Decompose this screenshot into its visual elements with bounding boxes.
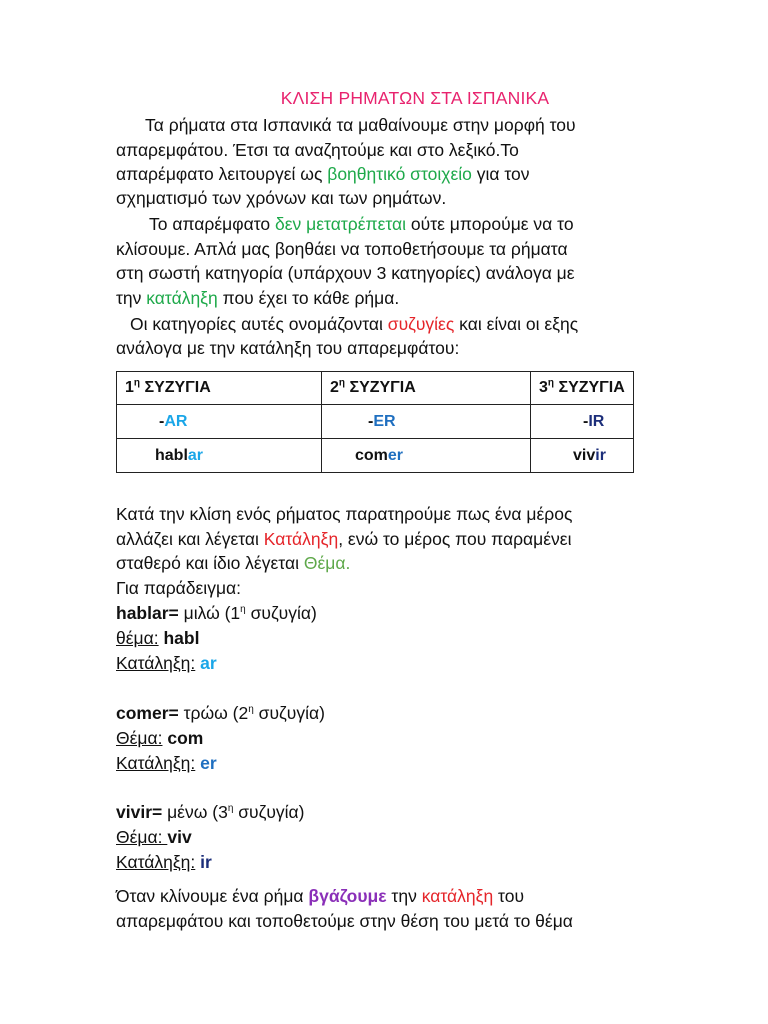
- para2-line4: [116, 286, 399, 311]
- header-num: 3: [539, 379, 548, 396]
- para2-line4-a: την: [116, 288, 147, 308]
- verb-stem: habl: [155, 446, 188, 464]
- para4-line2-c: , ενώ το μέρος που παραμένει: [338, 529, 572, 549]
- example-verb: hablar=: [116, 603, 179, 623]
- para4-line2: [116, 527, 571, 552]
- conjugation-table: [116, 371, 634, 473]
- para4-line3-a: σταθερό και ίδιο λέγεται: [116, 553, 304, 573]
- para1-line3-c: για τον: [471, 164, 530, 184]
- ending-label: Κατάληξη:: [116, 753, 196, 773]
- example-verb: vivir=: [116, 802, 163, 822]
- para3-line1-c: και είναι οι εξης: [454, 314, 579, 334]
- highlight-ending-word: κατάληξη: [421, 886, 494, 906]
- para5-line1: [116, 884, 524, 909]
- para1-line3: [116, 162, 530, 187]
- example-ending-line: [116, 651, 217, 676]
- para1-line4: σχηματισμό των χρόνων και των ρημάτων.: [116, 188, 447, 208]
- example-meaning-end: συζυγία): [253, 703, 325, 723]
- header-label: ΣΥΖΥΓΙΑ: [140, 379, 211, 396]
- para2-line1-a: Το απαρέμφατο: [149, 214, 275, 234]
- para2-line3: στη σωστή κατηγορία (υπάρχουν 3 κατηγορίες) ανάλογα με: [116, 263, 575, 283]
- highlight-conjugations: συζυγίες: [387, 314, 455, 334]
- header-label: ΣΥΖΥΓΙΑ: [554, 379, 625, 396]
- verb-ending: ir: [595, 446, 606, 464]
- verb-ending: er: [387, 446, 404, 464]
- highlight-ending: κατάληξη: [146, 288, 218, 308]
- table-row-endings: [117, 405, 634, 439]
- para2-line4-c: που έχει το κάθε ρήμα.: [217, 288, 400, 308]
- example-verb: comer=: [116, 703, 179, 723]
- example-meaning: μένω (3: [162, 802, 228, 822]
- table-header-cell: [531, 372, 634, 405]
- example-verb-line: [116, 701, 325, 726]
- example-sup: η: [227, 803, 234, 815]
- para4-line2-a: αλλάζει και λέγεται: [116, 529, 264, 549]
- para3-line1: [130, 312, 578, 337]
- table-cell: [531, 405, 634, 439]
- example-verb-line: [116, 601, 317, 626]
- highlight-remove: βγάζουμε: [308, 886, 387, 906]
- ending-ar: AR: [164, 412, 188, 430]
- stem-value: habl: [158, 628, 200, 648]
- ending-label: Κατάληξη:: [116, 653, 196, 673]
- para5-line1-a: Όταν κλίνουμε ένα ρήμα: [116, 886, 309, 906]
- para1-line2: απαρεμφάτου. Έτσι τα αναζητούμε και στο λεξικό.Το: [116, 140, 519, 160]
- header-sup: η: [338, 377, 346, 389]
- header-label: ΣΥΖΥΓΙΑ: [345, 379, 416, 396]
- para5-line1-e: του: [493, 886, 525, 906]
- verb-stem: com: [355, 446, 388, 464]
- ending-value: ir: [195, 852, 212, 872]
- para2-line1-c: ούτε μπορούμε να το: [406, 214, 574, 234]
- para2-line2: κλίσουμε. Απλά μας βοηθάει να τοποθετήσουμε τα ρήματα: [116, 239, 568, 259]
- highlight-not-converted: δεν μετατρέπεται: [275, 214, 407, 234]
- example-meaning: μιλώ (1: [178, 603, 241, 623]
- stem-label: θέμα:: [116, 628, 159, 648]
- ending-ir: IR: [588, 412, 605, 430]
- para4-line1: Κατά την κλίση ενός ρήματος παρατηρούμε πως ένα μέρος: [116, 504, 573, 524]
- example-intro: Για παράδειγμα:: [116, 578, 242, 598]
- ending-er: ER: [373, 412, 396, 430]
- dash: -: [583, 412, 589, 430]
- highlight-ending-term: Κατάληξη: [263, 529, 339, 549]
- table-header-cell: [322, 372, 531, 405]
- table-header-row: [117, 372, 634, 405]
- table-cell: [531, 439, 634, 473]
- para1-line3-a: απαρέμφατο λειτουργεί ως: [116, 164, 328, 184]
- dash: -: [368, 412, 374, 430]
- stem-label: Θέμα:: [116, 827, 168, 847]
- example-meaning-end: συζυγία): [233, 802, 305, 822]
- para5-line2: απαρεμφάτου και τοποθετούμε στην θέση του μετά το θέμα: [116, 911, 573, 931]
- header-sup: η: [547, 377, 555, 389]
- header-sup: η: [133, 377, 141, 389]
- example-meaning-end: συζυγία): [245, 603, 317, 623]
- table-cell: [117, 439, 322, 473]
- header-num: 1: [125, 379, 134, 396]
- example-verb-line: [116, 800, 305, 825]
- example-stem-line: [116, 626, 199, 651]
- para3-line2: ανάλογα με την κατάληξη του απαρεμφάτου:: [116, 338, 460, 358]
- para3-line1-a: Οι κατηγορίες αυτές ονομάζονται: [130, 314, 388, 334]
- page-title: ΚΛΙΣΗ ΡΗΜΑΤΩΝ ΣΤΑ ΙΣΠΑΝΙΚΑ: [280, 88, 550, 108]
- para5-line1-c: την: [386, 886, 422, 906]
- example-sup: η: [248, 704, 254, 716]
- table-header-cell: [117, 372, 322, 405]
- example-meaning: τρώω (2: [178, 703, 249, 723]
- example-stem-line: [116, 726, 203, 751]
- verb-ending: ar: [187, 446, 204, 464]
- dash: -: [159, 412, 165, 430]
- para4-line3: [116, 551, 350, 576]
- header-num: 2: [330, 379, 339, 396]
- para1-line1: Τα ρήματα στα Ισπανικά τα μαθαίνουμε στην μορφή του: [145, 115, 576, 135]
- table-row-verbs: [117, 439, 634, 473]
- ending-value: er: [195, 753, 217, 773]
- table-cell: [117, 405, 322, 439]
- example-sup: η: [240, 604, 246, 616]
- stem-value: com: [162, 728, 204, 748]
- ending-label: Κατάληξη:: [116, 852, 196, 872]
- example-stem-line: [116, 825, 192, 850]
- para2-line1: [149, 212, 574, 237]
- example-ending-line: [116, 850, 212, 875]
- table-cell: [322, 439, 531, 473]
- verb-stem: viv: [573, 446, 596, 464]
- table-cell: [322, 405, 531, 439]
- highlight-stem-term: Θέμα.: [303, 553, 351, 573]
- highlight-auxiliary-element: βοηθητικό στοιχείο: [327, 164, 472, 184]
- ending-value: ar: [195, 653, 217, 673]
- example-ending-line: [116, 751, 217, 776]
- stem-value: viv: [167, 827, 192, 847]
- stem-label: Θέμα:: [116, 728, 163, 748]
